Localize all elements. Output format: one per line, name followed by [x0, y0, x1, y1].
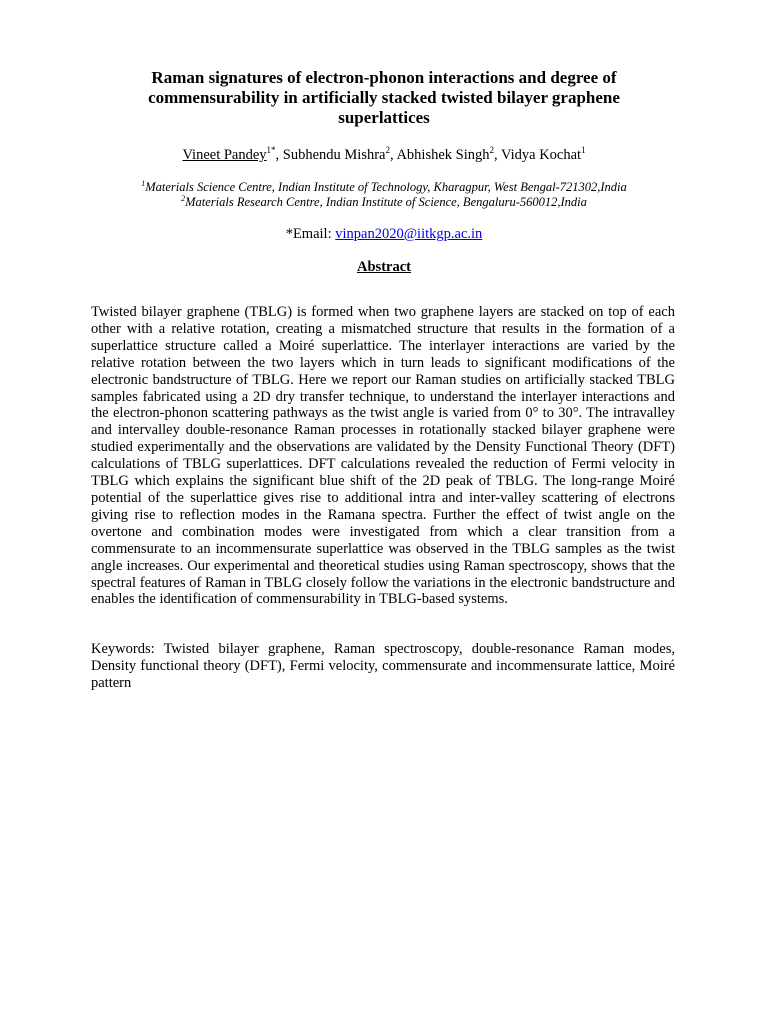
author-name: Abhishek Singh: [396, 147, 490, 163]
author-list: [90, 146, 678, 164]
email-link[interactable]: vinpan2020@iitkgp.ac.in: [335, 226, 483, 242]
affiliation-marker: 2: [181, 193, 186, 203]
author-affil-marker: 1: [581, 145, 586, 156]
author-affil-marker: 1*: [266, 145, 276, 156]
author-affil-marker: 2: [385, 145, 390, 156]
email-label: *Email:: [285, 226, 336, 242]
affiliation-2: [90, 195, 678, 210]
author-separator: ,: [390, 147, 397, 163]
author-separator: ,: [494, 147, 501, 163]
keywords-text: Keywords: Twisted bilayer graphene, Raman spectroscopy, double-resonance Raman modes, Density functional theory (DFT), Fermi velocity, commensurate and incommensurate lattice, Moiré pattern: [91, 641, 675, 691]
author-name: Subhendu Mishra: [282, 147, 386, 163]
affiliation-text: Materials Science Centre, Indian Institute of Technology, Kharagpur, West Bengal-721302,India: [145, 180, 627, 194]
abstract-heading: Abstract: [357, 259, 411, 275]
affiliation-1: [90, 180, 678, 195]
paper-title: Raman signatures of electron-phonon interactions and degree of commensurability in artificially stacked twisted bilayer graphene superlattices: [148, 68, 620, 127]
abstract-text: Twisted bilayer graphene (TBLG) is formed when two graphene layers are stacked on top of each other with a relative rotation, creating a mismatched structure that results in the formation of a superlattice structure called a Moiré superlattice. The interlayer interactions are varied by the relative rotation between the two layers which in turn leads to significant modifications of the electronic bandstructure of TBLG. Here we report our Raman studies on artificially stacked TBLG samples fabricated using a 2D dry transfer technique, to understand the interlayer interactions and the electron-phonon scattering pathways as the twist angle is varied from 0° to 30°. The intravalley and intervalley double-resonance Raman processes in rotationally stacked bilayer graphene were studied experimentally and the observations are validated by the Density Functional Theory (DFT) calculations of TBLG superlattices. DFT calculations revealed the reduction of Fermi velocity in TBLG which explains the significant blue shift of the 2D peak of TBLG. The long-range Moiré potential of the superlattice gives rise to additional intra and inter-valley scattering of electrons giving rise to reflection modes in the Ramana spectra. Further the effect of twist angle on the overtone and combination modes were investigated from which a clear transition from a commensurate to an incommensurate superlattice was observed in the TBLG samples as the twist angle increases. Our experimental and theoretical studies using Raman spectroscopy, shows that the spectral features of Raman in TBLG closely follow the variations in the electronic bandstructure and enables the identification of commensurability in TBLG-based systems.: [91, 304, 675, 608]
contact-email-line: [90, 225, 678, 243]
author-separator: ,: [275, 147, 283, 163]
author-name: Vidya Kochat: [501, 147, 582, 163]
author-name: Vineet Pandey: [182, 147, 267, 163]
affiliation-list: [90, 180, 678, 210]
author-affil-marker: 2: [489, 145, 494, 156]
affiliation-text: Materials Research Centre, Indian Institute of Science, Bengaluru-560012,India: [185, 195, 587, 209]
affiliation-marker: 1: [141, 178, 146, 188]
